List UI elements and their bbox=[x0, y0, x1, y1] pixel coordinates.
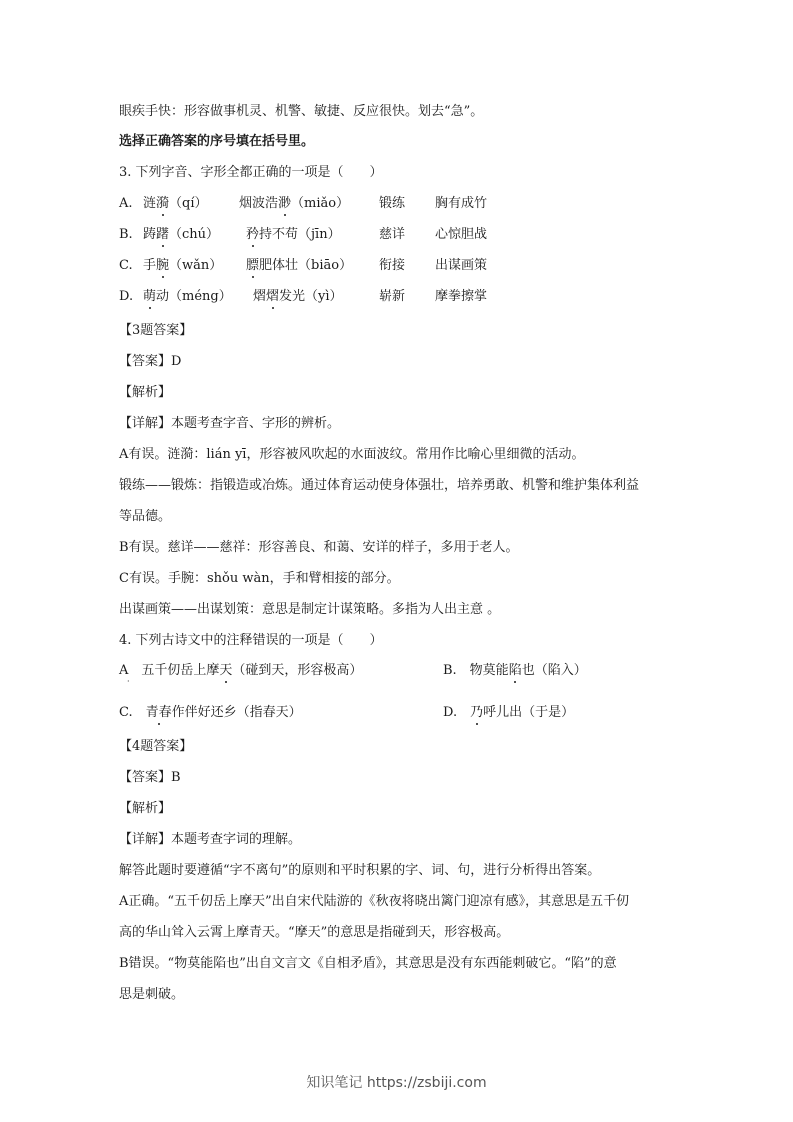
q3-answer-heading: 【3题答案】 bbox=[119, 323, 193, 338]
q3-explain-duanlian-1: 锻练——锻炼：指锻造或冶炼。通过体育运动使身体强壮，培养勇敢、机警和维护集体利益 bbox=[119, 478, 640, 493]
q3-option-c-term3: 衔接 bbox=[379, 258, 406, 273]
question-3: 3. 下列字音、字形全都正确的一项是（ ） bbox=[119, 165, 383, 180]
q4-answer-heading: 【4题答案】 bbox=[119, 739, 193, 754]
q3-option-a-term1: 涟漪（qí） bbox=[143, 196, 208, 211]
q3-option-c-term4: 出谋画策 bbox=[435, 258, 488, 273]
footer-watermark: 知识笔记 https://zsbiji.com bbox=[306, 1075, 487, 1091]
q3-option-a-term3: 锻练 bbox=[379, 196, 406, 211]
q4-method: 解答此题时要遵循“字不离句”的原则和平时积累的字、词、句，进行分析得出答案。 bbox=[119, 863, 601, 878]
q3-analysis-heading: 【解析】 bbox=[119, 385, 172, 400]
q4-explain-a-2: 高的华山耸入云霄上摩青天。“摩天”的意思是指碰到天，形容极高。 bbox=[119, 925, 510, 940]
q3-explain-a: A有误。涟漪：lián yī，形容被风吹起的水面波纹。常用作比喻心里细微的活动。 bbox=[119, 447, 585, 462]
q4-analysis-heading: 【解析】 bbox=[119, 801, 172, 816]
q4-option-c: C. 青春作伴好还乡（指春天） bbox=[119, 705, 302, 720]
q3-option-a-term2: 烟波浩渺（miǎo） bbox=[239, 196, 350, 211]
q3-answer: 【答案】D bbox=[119, 354, 182, 369]
q3-explain-duanlian-2: 等品德。 bbox=[119, 509, 172, 524]
q3-option-d-term4: 摩拳擦掌 bbox=[435, 289, 488, 304]
q4-option-a: A 五千仞岳上摩天（碰到天，形容极高） bbox=[119, 663, 363, 678]
q3-explain-chumou: 出谋画策——出谋划策：意思是制定计谋策略。多指为人出主意 。 bbox=[119, 602, 501, 617]
q3-option-d-label: D. bbox=[119, 289, 134, 304]
q3-option-c-term2: 膘肥体壮（biāo） bbox=[246, 258, 353, 273]
q3-explain-c: C有误。手腕：shǒu wàn，手和臂相接的部分。 bbox=[119, 571, 400, 586]
q3-option-c-label: C. bbox=[119, 258, 133, 273]
q3-option-b-term3: 慈详 bbox=[379, 227, 406, 242]
q3-option-d-term2: 熠熠发光（yì） bbox=[253, 289, 343, 304]
q3-option-b-term4: 心惊胆战 bbox=[435, 227, 488, 242]
question-4: 4. 下列古诗文中的注释错误的一项是（ ） bbox=[119, 633, 383, 648]
section-heading: 选择正确答案的序号填在括号里。 bbox=[119, 134, 315, 149]
q3-option-b-term1: 踌躇（chú） bbox=[143, 227, 220, 242]
q3-option-a-label: A. bbox=[119, 196, 133, 211]
q3-explain-b: B有误。慈详——慈祥：形容善良、和蔼、安详的样子，多用于老人。 bbox=[119, 540, 519, 555]
q3-option-a-term4: 胸有成竹 bbox=[435, 196, 488, 211]
q4-detail: 【详解】本题考查字词的理解。 bbox=[119, 832, 302, 847]
paragraph-idiom-explanation: 眼疾手快：形容做事机灵、机警、敏捷、反应很快。划去“急”。 bbox=[119, 104, 484, 119]
q4-option-b: B. 物莫能陷也（陷入） bbox=[443, 663, 587, 678]
q4-explain-b-1: B错误。“物莫能陷也”出自文言文《自相矛盾》，其意思是没有东西能刺破它。“陷”的意 bbox=[119, 956, 617, 971]
q3-detail: 【详解】本题考查字音、字形的辨析。 bbox=[119, 416, 341, 431]
q3-option-d-term1: 萌动（méng） bbox=[143, 289, 232, 304]
q3-option-d-term3: 崭新 bbox=[379, 289, 406, 304]
q4-answer: 【答案】B bbox=[119, 770, 181, 785]
q3-option-c-term1: 手腕（wǎn） bbox=[143, 258, 223, 273]
stray-mark: · bbox=[127, 677, 130, 686]
q4-explain-b-2: 思是刺破。 bbox=[119, 987, 185, 1002]
q3-option-b-term2: 矜持不苟（jīn） bbox=[246, 227, 341, 242]
q3-option-b-label: B. bbox=[119, 227, 133, 242]
q4-explain-a-1: A正确。“五千仞岳上摩天”出自宋代陆游的《秋夜将晓出篱门迎凉有感》，其意思是五千仞 bbox=[119, 894, 630, 909]
q4-option-d: D. 乃呼儿出（于是） bbox=[443, 705, 575, 720]
